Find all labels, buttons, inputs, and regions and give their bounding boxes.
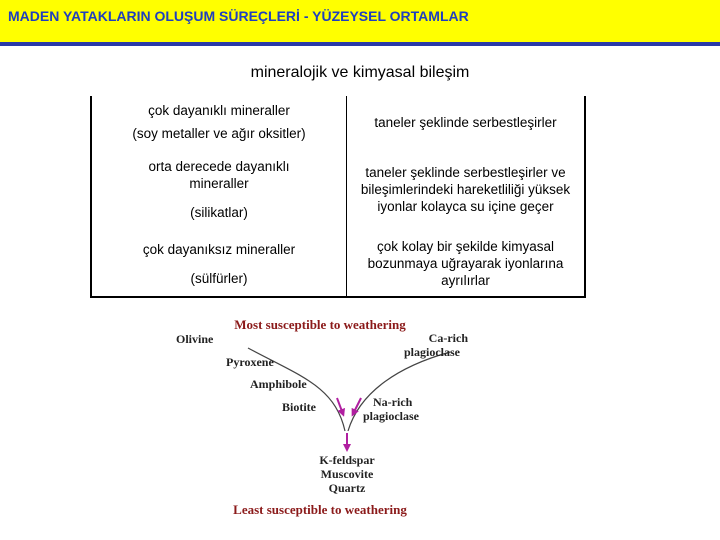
table-cell-left [91, 231, 347, 297]
title-underline [0, 42, 720, 46]
table-cell-right: çok kolay bir şekilde kimyasal bozunmaya uğrayarak iyonlarına ayrılırlar [347, 231, 586, 297]
page-title: MADEN YATAKLARIN OLUŞUM SÜREÇLERİ - YÜZEYSEL ORTAMLAR [8, 8, 469, 24]
mineral-class: çok dayanıklı mineraller [148, 103, 290, 118]
mineral-table [90, 96, 586, 298]
bottom-series-item: K-feldspar [319, 453, 375, 467]
left-series-item: Pyroxene [226, 355, 274, 369]
table-cell-right: taneler şeklinde serbestleşirler ve bileşimlerindeki hareketliliği yüksek iyonlar kolayca su içine geçer [347, 148, 586, 231]
table-cell-left [91, 148, 347, 231]
left-series-item: Olivine [176, 332, 214, 346]
slide-subtitle: mineralojik ve kimyasal bileşim [250, 64, 470, 81]
mineral-examples: (sülfürler) [190, 270, 248, 286]
left-series-item: Amphibole [250, 377, 307, 391]
table-cell-right: taneler şeklinde serbestleşirler [347, 96, 586, 148]
right-series-item: Ca-rich [428, 331, 468, 345]
mineral-examples: (soy metaller ve ağır oksitler) [132, 126, 306, 141]
table-row [91, 148, 585, 231]
right-series-item: plagioclase [363, 409, 419, 423]
title-bar [0, 0, 720, 42]
bottom-label: Least susceptible to weathering [233, 502, 407, 517]
bowen-reaction-series-diagram [160, 306, 480, 522]
mineral-examples: (silikatlar) [190, 205, 248, 220]
table-cell-left [91, 96, 347, 148]
mineral-class: çok dayanıksız mineraller [142, 241, 296, 257]
bottom-series-item: Muscovite [320, 467, 374, 481]
table-row [91, 231, 585, 297]
right-series-item: Na-rich [373, 395, 413, 409]
mineral-class: orta derecede dayanıklı mineraller [148, 159, 290, 191]
bottom-series-item: Quartz [328, 481, 366, 495]
right-series-item: plagioclase [404, 345, 460, 359]
top-label: Most susceptible to weathering [234, 317, 406, 332]
table-row [91, 96, 585, 148]
left-series-item: Biotite [282, 400, 316, 414]
